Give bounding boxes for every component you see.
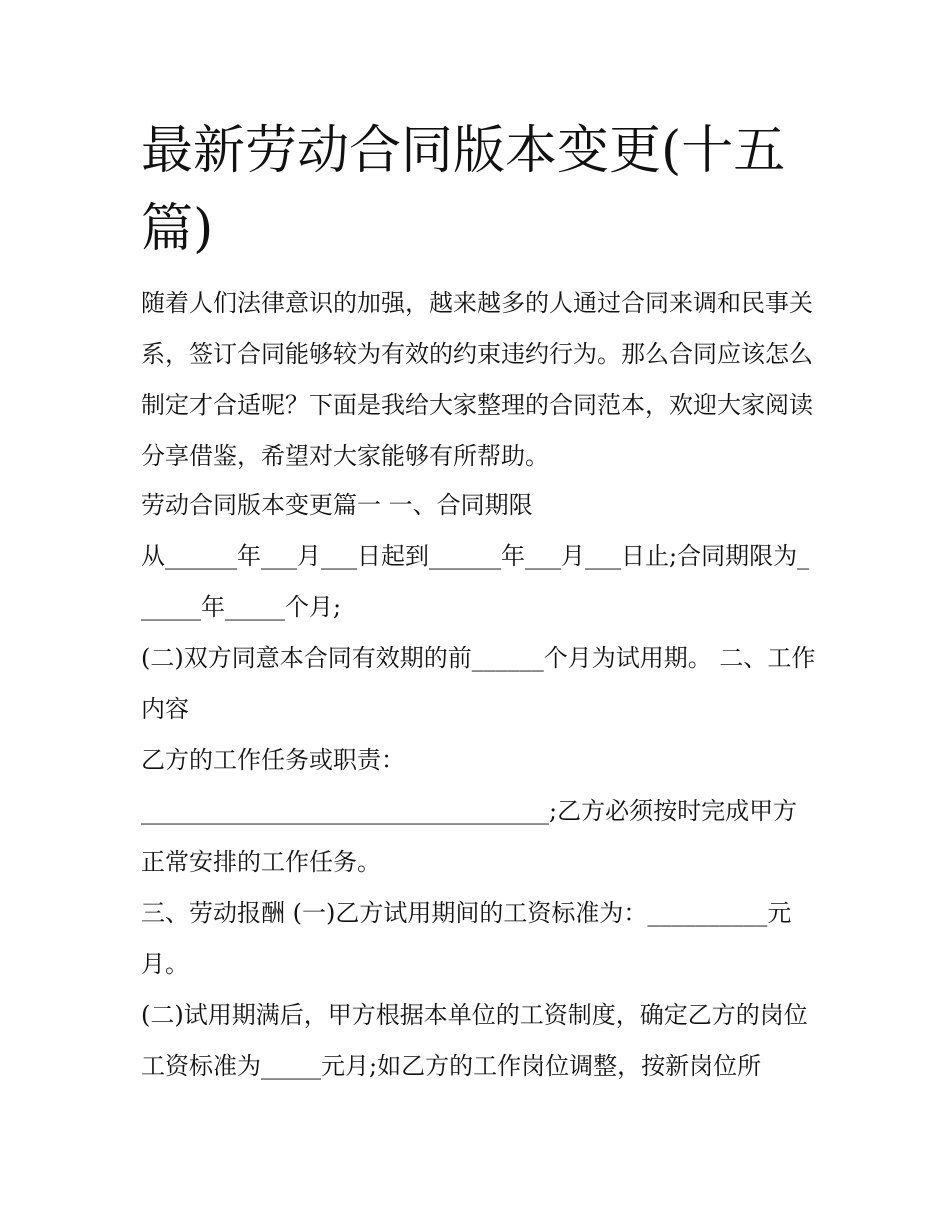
job-duties-paragraph: __________________________________;乙方必须按时完成甲方正常安排的工作任务。 <box>141 797 798 876</box>
section-heading-contract-term: 劳动合同版本变更篇一 一、合同期限 <box>141 491 533 519</box>
document-title: 最新劳动合同版本变更(十五篇) <box>141 121 786 259</box>
intro-paragraph: 随着人们法律意识的加强，越来越多的人通过合同来调和民事关系，签订合同能够较为有效的约束违约行为。那么合同应该怎么制定才合适呢？下面是我给大家整理的合同范本，欢迎大家阅读分享借鉴，希望对大家能够有所帮助。 <box>141 289 813 470</box>
contract-term-paragraph: 从______年___月___日起到______年___月___日止;合同期限为______年_____个月; <box>141 542 810 621</box>
job-duties-label: 乙方的工作任务或职责： <box>141 746 405 774</box>
probation-paragraph: (二)双方同意本合同有效期的前______个月为试用期。 二、工作内容 <box>141 644 816 723</box>
salary-paragraph: (二)试用期满后，甲方根据本单位的工资制度，确定乙方的岗位工资标准为_____元月;如乙方的工作岗位调整，按新岗位所 <box>141 1001 808 1080</box>
remuneration-paragraph: 三、劳动报酬 (一)乙方试用期间的工资标准为：__________元月。 <box>141 899 792 978</box>
